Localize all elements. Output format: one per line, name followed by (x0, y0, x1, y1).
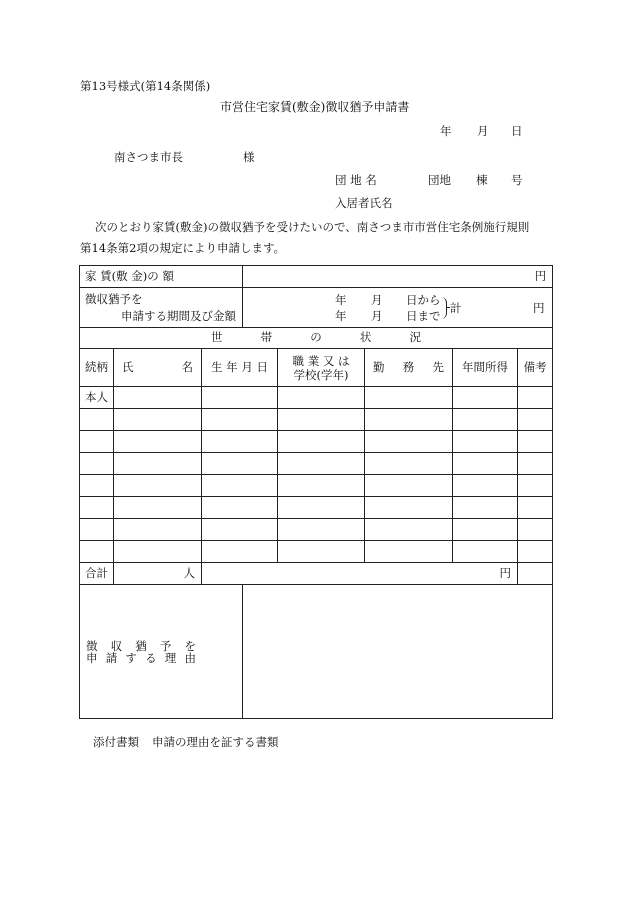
birthdate-cell[interactable] (202, 453, 278, 475)
to-year-label: 年 (335, 308, 347, 323)
household-member-row[interactable] (80, 541, 553, 563)
reason-char: 理 (164, 650, 177, 665)
name-cell[interactable] (114, 475, 202, 497)
col-name (114, 349, 202, 387)
household-member-row[interactable] (80, 431, 553, 453)
remarks-cell[interactable] (518, 541, 553, 563)
relation-cell[interactable] (80, 541, 114, 563)
attachments-label: 添付書類 (93, 735, 139, 749)
date-month-label: 月 (477, 124, 489, 138)
reason-field[interactable] (243, 585, 553, 719)
col-occupation-line-1: 職 業 又 は (292, 353, 350, 368)
household-char: の (310, 330, 322, 345)
intro-text-line-1: 次のとおり家賃(敷金)の徴収猶予を受けたいので、南さつま市市営住宅条例施行規則 (95, 220, 530, 234)
reason-char: 由 (184, 650, 196, 665)
deferral-label-line-1: 徴収猶予を (85, 291, 143, 306)
to-day-label: 日まで (406, 308, 441, 323)
reason-char: 予 (159, 639, 172, 653)
col-occupation (278, 349, 365, 387)
workplace-cell[interactable] (365, 497, 453, 519)
household-status-row (80, 328, 553, 349)
income-cell[interactable] (453, 475, 518, 497)
from-day-label: 日から (406, 292, 441, 307)
relation-cell[interactable] (80, 519, 114, 541)
remarks-cell[interactable] (518, 409, 553, 431)
reason-char: 猶 (135, 639, 147, 653)
reason-char: 徴 (86, 639, 98, 653)
remarks-cell[interactable] (518, 387, 553, 409)
household-char: 状 (359, 330, 372, 345)
occupation-cell[interactable] (278, 431, 365, 453)
name-cell[interactable] (114, 431, 202, 453)
from-year-label: 年 (335, 292, 347, 307)
occupation-cell[interactable] (278, 453, 365, 475)
deferral-period-label (80, 288, 243, 328)
reason-char: 請 (105, 650, 118, 665)
application-form-table (79, 265, 553, 719)
household-member-row[interactable] (80, 387, 553, 409)
name-cell[interactable] (114, 409, 202, 431)
relation-cell[interactable] (80, 497, 114, 519)
household-member-row[interactable] (80, 453, 553, 475)
occupation-cell[interactable] (278, 387, 365, 409)
household-char: 況 (409, 330, 422, 345)
total-remarks-cell[interactable] (518, 563, 553, 585)
col-work-char: 務 (402, 359, 415, 374)
reason-char: 収 (110, 639, 123, 653)
col-occupation-line-2: 学校(学年) (293, 367, 349, 382)
col-name-char: 氏 (122, 359, 134, 374)
to-month-label: 月 (371, 308, 383, 323)
date-year-label: 年 (440, 124, 452, 138)
income-cell[interactable] (453, 519, 518, 541)
birthdate-cell[interactable] (202, 519, 278, 541)
workplace-cell[interactable] (365, 541, 453, 563)
reason-char: を (184, 639, 196, 653)
workplace-cell[interactable] (365, 409, 453, 431)
birthdate-cell[interactable] (202, 431, 278, 453)
deferral-period-row (80, 288, 553, 328)
income-cell[interactable] (453, 497, 518, 519)
relation-cell[interactable] (80, 431, 114, 453)
reason-char: る (145, 650, 157, 665)
name-cell[interactable] (114, 387, 202, 409)
col-workplace (365, 349, 453, 387)
occupation-cell[interactable] (278, 541, 365, 563)
col-work-char: 先 (432, 359, 445, 374)
curly-brace (441, 297, 447, 319)
addressee-honorific: 様 (243, 150, 255, 164)
col-annual-income: 年間所得 (453, 349, 518, 387)
income-cell[interactable] (453, 453, 518, 475)
name-cell[interactable] (114, 519, 202, 541)
period-total-label: 計 (450, 300, 462, 315)
household-total-row (80, 563, 553, 585)
birthdate-cell[interactable] (202, 475, 278, 497)
birthdate-cell[interactable] (202, 387, 278, 409)
room-unit-label: 号 (511, 173, 523, 187)
household-char: 帯 (260, 330, 273, 345)
remarks-cell[interactable] (518, 453, 553, 475)
name-cell[interactable] (114, 453, 202, 475)
resident-name-label: 入居者氏名 (335, 196, 393, 210)
reason-char: す (125, 650, 137, 665)
household-member-row[interactable] (80, 497, 553, 519)
income-cell[interactable] (453, 409, 518, 431)
income-yen-unit: 円 (499, 565, 512, 580)
deferral-label-line-2: 申請する期間及び金額 (121, 308, 236, 323)
relation-cell[interactable] (80, 475, 114, 497)
col-remarks: 備考 (518, 349, 553, 387)
household-member-row[interactable] (80, 409, 553, 431)
relation-cell[interactable] (80, 409, 114, 431)
danchi-name-label: 団 地 名 (335, 173, 377, 187)
intro-text-line-2: 第14条第2項の規定により申請します。 (80, 241, 286, 255)
income-cell[interactable] (453, 431, 518, 453)
remarks-cell[interactable] (518, 519, 553, 541)
total-people-field[interactable] (114, 563, 202, 585)
deferral-period-field[interactable] (243, 288, 553, 328)
occupation-cell[interactable] (278, 497, 365, 519)
household-member-row[interactable] (80, 475, 553, 497)
occupation-cell[interactable] (278, 409, 365, 431)
rent-amount-label: 家 賃(敷 金)の 額 (80, 266, 243, 288)
document-title: 市営住宅家賃(敷金)徴収猶予申請書 (220, 100, 410, 114)
birthdate-cell[interactable] (202, 497, 278, 519)
col-work-char: 勤 (373, 359, 385, 374)
total-label: 合計 (80, 563, 114, 585)
from-month-label: 月 (371, 292, 383, 307)
reason-label (80, 585, 243, 719)
workplace-cell[interactable] (365, 475, 453, 497)
workplace-cell[interactable] (365, 519, 453, 541)
period-yen-unit: 円 (533, 300, 545, 315)
workplace-cell[interactable] (365, 387, 453, 409)
occupation-cell[interactable] (278, 519, 365, 541)
col-birthdate: 生 年 月 日 (202, 349, 278, 387)
remarks-cell[interactable] (518, 431, 553, 453)
relation-cell: 本人 (80, 387, 114, 409)
remarks-cell[interactable] (518, 475, 553, 497)
addressee-name: 南さつま市長 (114, 150, 183, 164)
col-relation: 続柄 (80, 349, 114, 387)
date-day-label: 日 (511, 124, 523, 138)
household-column-headers (80, 349, 553, 387)
birthdate-cell[interactable] (202, 409, 278, 431)
income-cell[interactable] (453, 387, 518, 409)
danchi-unit-label: 団地 (428, 173, 451, 187)
occupation-cell[interactable] (278, 475, 365, 497)
reason-char: 申 (86, 650, 98, 665)
people-unit: 人 (183, 565, 195, 580)
total-income-field[interactable] (202, 563, 518, 585)
relation-cell[interactable] (80, 453, 114, 475)
rent-yen-unit: 円 (534, 268, 547, 283)
building-unit-label: 棟 (476, 173, 488, 187)
reason-row (80, 585, 553, 719)
household-char: 世 (211, 330, 223, 345)
name-cell[interactable] (114, 497, 202, 519)
form-number: 第13号様式(第14条関係) (80, 79, 211, 93)
name-cell[interactable] (114, 541, 202, 563)
income-cell[interactable] (453, 541, 518, 563)
rent-amount-field[interactable] (243, 266, 553, 288)
workplace-cell[interactable] (365, 431, 453, 453)
remarks-cell[interactable] (518, 497, 553, 519)
rent-amount-row (80, 266, 553, 288)
household-status-heading (80, 328, 553, 349)
household-member-row[interactable] (80, 519, 553, 541)
attachments-value: 申請の理由を証する書類 (152, 735, 279, 749)
birthdate-cell[interactable] (202, 541, 278, 563)
workplace-cell[interactable] (365, 453, 453, 475)
col-name-char: 名 (181, 359, 193, 374)
